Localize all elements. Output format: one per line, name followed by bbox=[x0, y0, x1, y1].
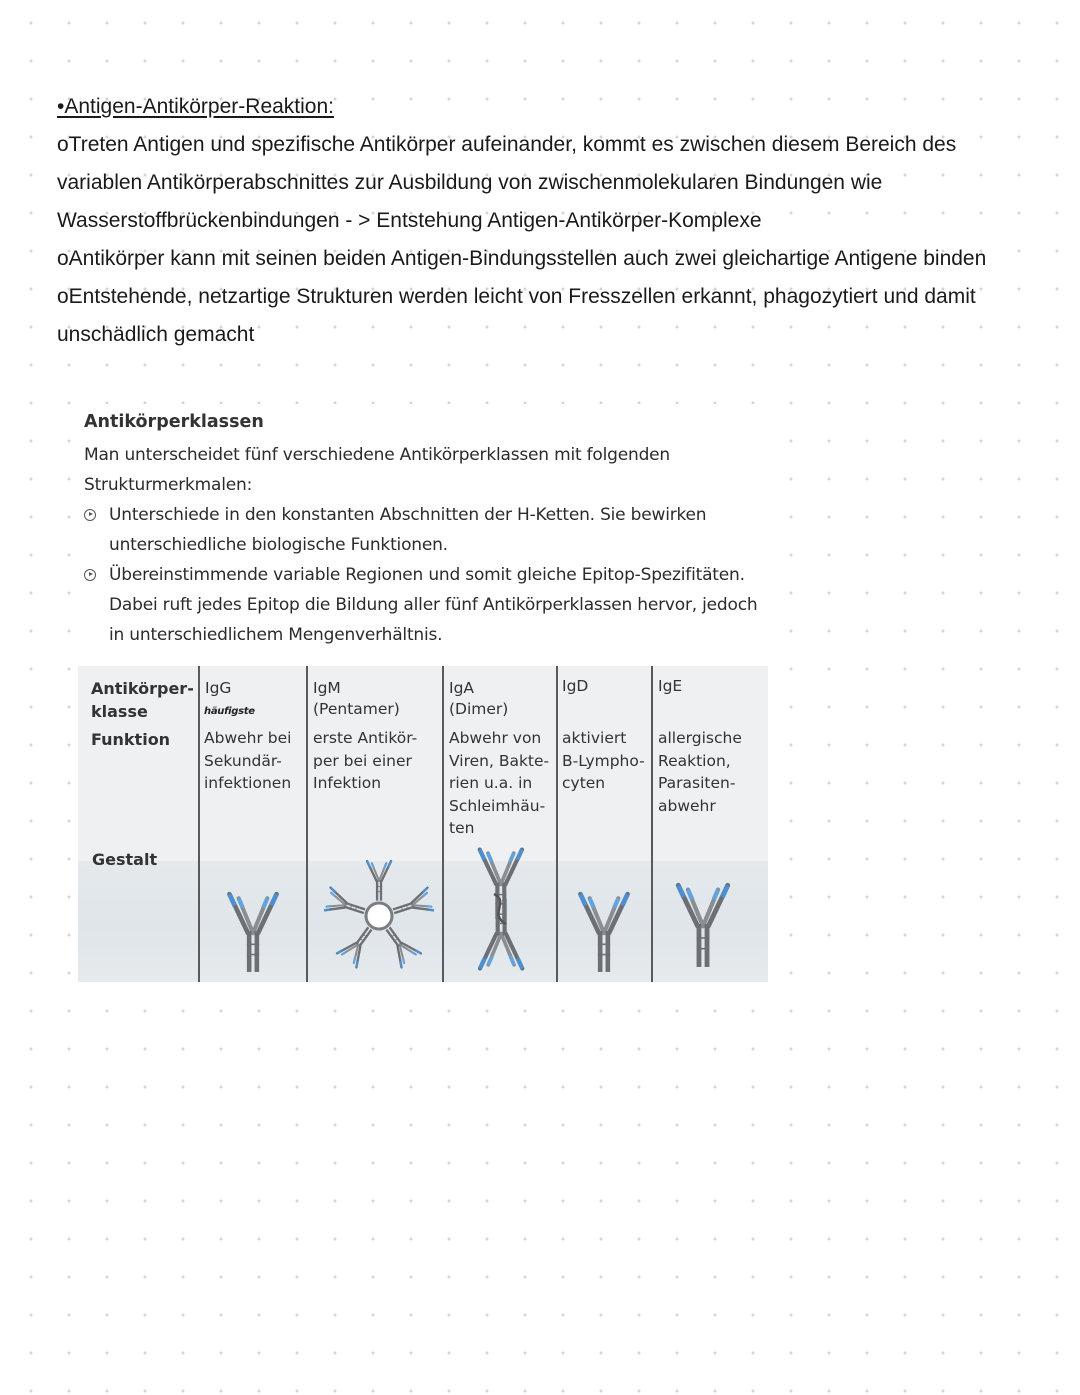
class-name-igd: IgD bbox=[562, 677, 589, 695]
excerpt-bullet-2: Übereinstimmende variable Regionen und somit gleiche Epitop-Spezifitäten. Dabei ruft jedes Epitop die Bildung aller fünf Antikörperklassen hervor, jedoch in unterschiedlichem Mengenverhältnis. bbox=[84, 560, 764, 650]
class-name-iga: IgA bbox=[449, 679, 475, 697]
function-iga: Abwehr von Viren, Bakte- rien u.a. in Schleimhäu- ten bbox=[449, 729, 550, 837]
row-label-gestalt: Gestalt bbox=[92, 850, 158, 869]
class-name-ige: IgE bbox=[658, 677, 683, 695]
iga-dimer-icon bbox=[470, 844, 532, 974]
excerpt-bullet-1: Unterschiede in den konstanten Abschnitten der H-Ketten. Sie bewirken unterschiedliche biologische Funktionen. bbox=[84, 500, 764, 560]
row-label-klasse: Antikörper- klasse bbox=[91, 679, 194, 721]
row-label-funktion: Funktion bbox=[91, 730, 171, 749]
excerpt-title: Antikörperklassen bbox=[84, 412, 264, 432]
class-name-igg: IgG bbox=[205, 679, 232, 697]
function-ige: allergische Reaktion, Parasiten- abwehr bbox=[658, 729, 742, 815]
play-bullet-icon bbox=[84, 509, 96, 521]
notes-section bbox=[57, 88, 1032, 354]
notes-heading: •Antigen-Antikörper-Reaktion: bbox=[57, 95, 334, 118]
handwritten-note: häufigste bbox=[204, 706, 255, 717]
function-igm: erste Antikör- per bei einer Infektion bbox=[313, 729, 418, 792]
igg-monomer-icon bbox=[225, 888, 281, 974]
play-bullet-icon bbox=[84, 569, 96, 581]
antibody-classes-table bbox=[78, 666, 768, 982]
textbook-excerpt bbox=[78, 404, 768, 982]
function-igd: aktiviert B-Lympho- cyten bbox=[562, 729, 645, 792]
notes-item-2: oAntikörper kann mit seinen beiden Antigen-Bindungsstellen auch zwei gleichartige Antigene binden bbox=[57, 247, 987, 270]
class-name-igm: IgM bbox=[313, 679, 341, 697]
function-igg: Abwehr bei Sekundär- infektionen bbox=[204, 729, 292, 792]
class-sub-igm: (Pentamer) bbox=[313, 700, 400, 718]
notes-item-1: oTreten Antigen und spezifische Antikörper aufeinander, kommt es zwischen diesem Bereich des variablen Antikörperabschnittes zur Ausbildung von zwischenmolekularen Bindungen wie Wasserstoffbrückenbindungen - > Entstehung Antigen-Antikörper-Komplexe bbox=[57, 133, 957, 232]
excerpt-intro: Man unterscheidet fünf verschiedene Antikörperklassen mit folgenden Strukturmerkmalen: bbox=[84, 445, 670, 495]
ige-monomer-icon bbox=[674, 874, 732, 974]
notes-item-3: oEntstehende, netzartige Strukturen werden leicht von Fresszellen erkannt, phagozytiert und damit unschädlich gemacht bbox=[57, 285, 976, 346]
igm-pentamer-icon bbox=[324, 856, 434, 974]
class-sub-iga: (Dimer) bbox=[449, 700, 509, 718]
igd-monomer-icon bbox=[576, 888, 632, 974]
